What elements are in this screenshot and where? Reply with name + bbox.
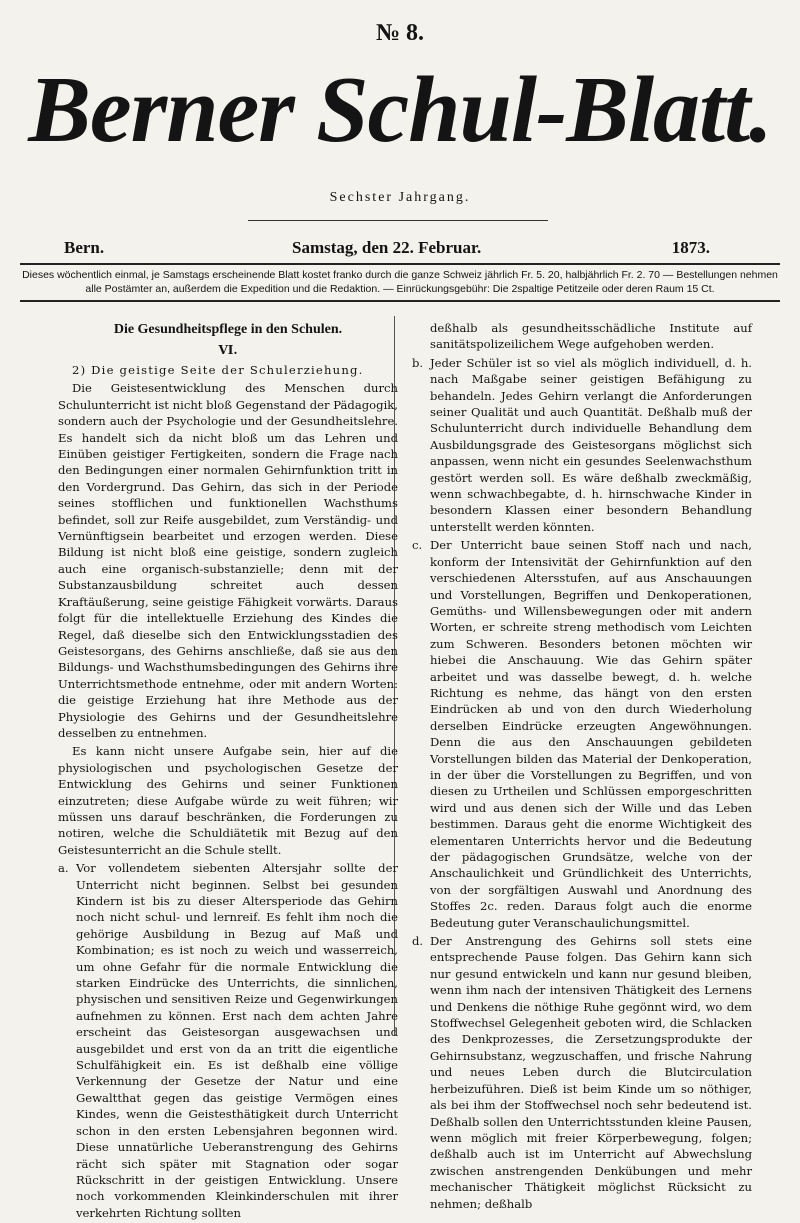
list-item-a [58,860,398,1221]
issue-number: № 8. [375,20,425,46]
item-text: Vor vollendetem siebenten Altersjahr sollte der Unterricht nicht beginnen. Selbst bei gesunden Kindern ist bis zu dieser Altersperiode das Gehirn noch nicht schul- und lernreif. Es fehlt ihm noch die gehörige Ausbildung in Bezug auf Maß und Kombination; es ist noch zu weich und wasserreich, um ohne Gefahr für die normale Entwicklung die starken Eindrücke des Unterrichts, die sinnlichen, physischen und sensitiven Reize und Gegenwirkungen aufnehmen zu können. Erst nach dem achten Jahre erscheint das Geistesorgan ausgewachsen und ausgebildet und erst von da an tritt die eigentliche Schulfähigkeit ein. Es ist deßhalb eine völlige Verkennung der Gesetze der Natur und eine Gewaltthat gegen das geistige Vermögen eines Kindes, wenn die Geistesthätigkeit durch Unterricht schon in den ersten Lebensjahren begonnen wird. Diese unnatürliche Ueberanstrengung des Gehirns rächt sich später mit Stagnation oder sogar Rückschritt in der geistigen Entwicklung. Unsere noch vorkommenden Kleinkinderschulen mit ihrer verkehrten Richtung sollten [76,861,398,1220]
notice-top-rule [20,263,780,265]
subscription-notice: Dieses wöchentlich einmal, je Samstags erscheinende Blatt kostet franko durch die ganze Schweiz jährlich Fr. 5. 20, halbjährlich Fr. 2. 70 — Bestellungen nehmen alle Postämter an, außerdem die Expedition und die Redaktion. — Einrückungsgebühr: Die 2spaltige Petitzeile oder deren Raum 15 Ct. [22,269,778,295]
header-short-rule [248,220,548,221]
item-letter: a. [58,861,69,876]
article-title: Die Gesundheitspflege in den Schulen. [113,322,343,337]
volume-line: Sechster Jahrgang. [329,190,471,205]
list-item-c [412,537,752,931]
item-text: Jeder Schüler ist so viel als möglich individuell, d. h. nach Maßgabe seiner geistigen Befähigung zu behandeln. Jedes Gehirn verlangt die Anforderungen seiner Qualität und auch Quantität. Deßhalb muß der Schulunterricht durch individuelle Behandlung dem Ausbildungsgrade des Geistesorgans möglichst sich anpassen, wenn nicht ein gesundes Seelenwachsthum gestört werden soll. Es wäre deßhalb zweckmäßig, wenn schwachbegabte, d. h. hirnschwache Kinder in besondern Klassen einer besondern Behandlung unterstellt werden könnten. [430,355,752,534]
notice-bottom-rule [20,300,780,302]
item-letter: d. [412,934,424,949]
item-text: Der Unterricht baue seinen Stoff nach und nach, konform der Intensivität der Gehirnfunktion auf den verschiedenen Altersstufen, auf aus Anschauungen und Vorstellungen, Begriffen und Denkoperationen, Gemüths- und Willensbewegungen oder mit andern Worten, er schreite streng methodisch vom Leichten zum Schweren. Besonders betonen möchten wir hiebei die Anschauung. Wie das Gehirn später arbeitet und was dasselbe bewegt, d. h. welche Richtung es nehme, das hängt von den ersten Eindrücken ab und von den durch Wiederholung derselben Eindrücke erzeugten Angewöhnungen. Denn die aus den Anschauungen gebildeten Vorstellungen bilden das Material der Denkoperation, in der über die Vorstellungen zu Begriffen, und von diesen zu Urtheilen und Schlüssen emporgeschritten wird und aus denen sich der Wille und das Leben bestimmen. Daraus geht die enorme Wichtigkeit des elementaren Unterrichts hervor und die Bedeutung der pädagogischen Grundsätze, welche von der Anschaulichkeit und Gründlichkeit des Unterrichts, von der sorgfältigen Auswahl und Anordnung des Stoffes 2c. reden. Daraus folgt auch die enorme Bedeutung guter Veranschaulichungsmittel. [430,538,752,930]
article-part: VI. [218,343,238,357]
section-heading: 2) Die geistige Seite der Schulerziehung. [72,363,364,377]
paragraph: Die Geistesentwicklung des Menschen durch Schulunterricht ist nicht bloß Gegenstand der Pädagogik, sondern auch der Psychologie und der Gesundheitslehre. Es handelt sich da nicht bloß um das Lehren und Einüben geistiger Fertigkeiten, sondern die Frage nach den Bedingungen einer normalen Gehirnfunktion tritt in den Vordergrund. Das Gehirn, das sich in der Periode seines stofflichen und funktionellen Wachsthums befindet, soll zur Reife ausgebildet, zum Verständig- und Vernünftigsein bearbeitet und erzogen werden. Diese Bildung ist nicht bloß eine geistige, sondern zugleich auch eine organisch-substanzielle; denn mit der Substanzausbildung schreitet auch dessen Kraftäußerung, seine geistige Fähigkeit vorwärts. Daraus folgt für die intellektuelle Erziehung des Kindes die Regel, daß dieselbe sich den Entwicklungsstadien des Geistesorgans, des Gehirns anschließe, daß sie aus den Bildungs- und Wachsthumsbedingungen des Gehirns ihre Unterrichtsmethode entnehme, oder mit andern Worten: die geistige Erziehung hat ihre Methode aus der Physiologie des Gehirns und der Gesundheitslehre desselben zu entnehmen. [58,381,398,740]
item-text: Der Anstrengung des Gehirns soll stets eine entsprechende Pause folgen. Das Gehirn kann sich nur gesund entwickeln und kann nur gesund bleiben, wenn ihm nach der intensiven Thätigkeit des Lernens und Denkens die nöthige Ruhe gegönnt wird, wo dem Stoffwechsel Gelegenheit geboten wird, die Schlacken des Denkprozesses, die Zersetzungsprodukte der Gehirnsubstanz, wegzuschaffen, und frische Nahrung und neues Leben durch die Blutcirculation herbeizuführen. Dieß ist beim Kinde um so nöthiger, als bei ihm der Stoffwechsel noch sehr bedeutend ist. Deßhalb sollen den Unterrichtsstunden kleine Pausen, wenn möglich mit freier Körperbewegung, folgen; deßhalb auch ist im Unterricht auf Abwechslung zwischen anstrengenden Denkübungen und mehr mechanischer Thätigkeit möglichst Rücksicht zu nehmen; deßhalb [430,934,752,1211]
dateline-date: Samstag, den 22. Februar. [292,238,482,257]
list-item-b [412,355,752,535]
left-column [58,320,398,1223]
item-a-continuation: deßhalb als gesundheitsschädliche Institute auf sanitätspolizeilichem Wege aufgehoben werden. [430,321,752,352]
item-letter: b. [412,355,424,370]
dateline-place: Bern. [64,238,105,257]
right-column [412,320,752,1214]
dateline-year: 1873. [671,238,710,257]
masthead-title: Berner Schul-Blatt. [28,58,772,162]
item-letter: c. [412,538,423,553]
list-item-d [412,933,752,1212]
paragraph: Es kann nicht unsere Aufgabe sein, hier auf die physiologischen und psychologischen Gesetze der Entwicklung des Gehirns und seiner Funktionen einzutreten; diese Aufgabe würde zu weit führen; wir müssen uns darauf beschränken, die Forderungen zu notiren, welche die Schuldiätetik mit Bezug auf den Geistesunterricht an die Schule stellt. [58,744,398,857]
